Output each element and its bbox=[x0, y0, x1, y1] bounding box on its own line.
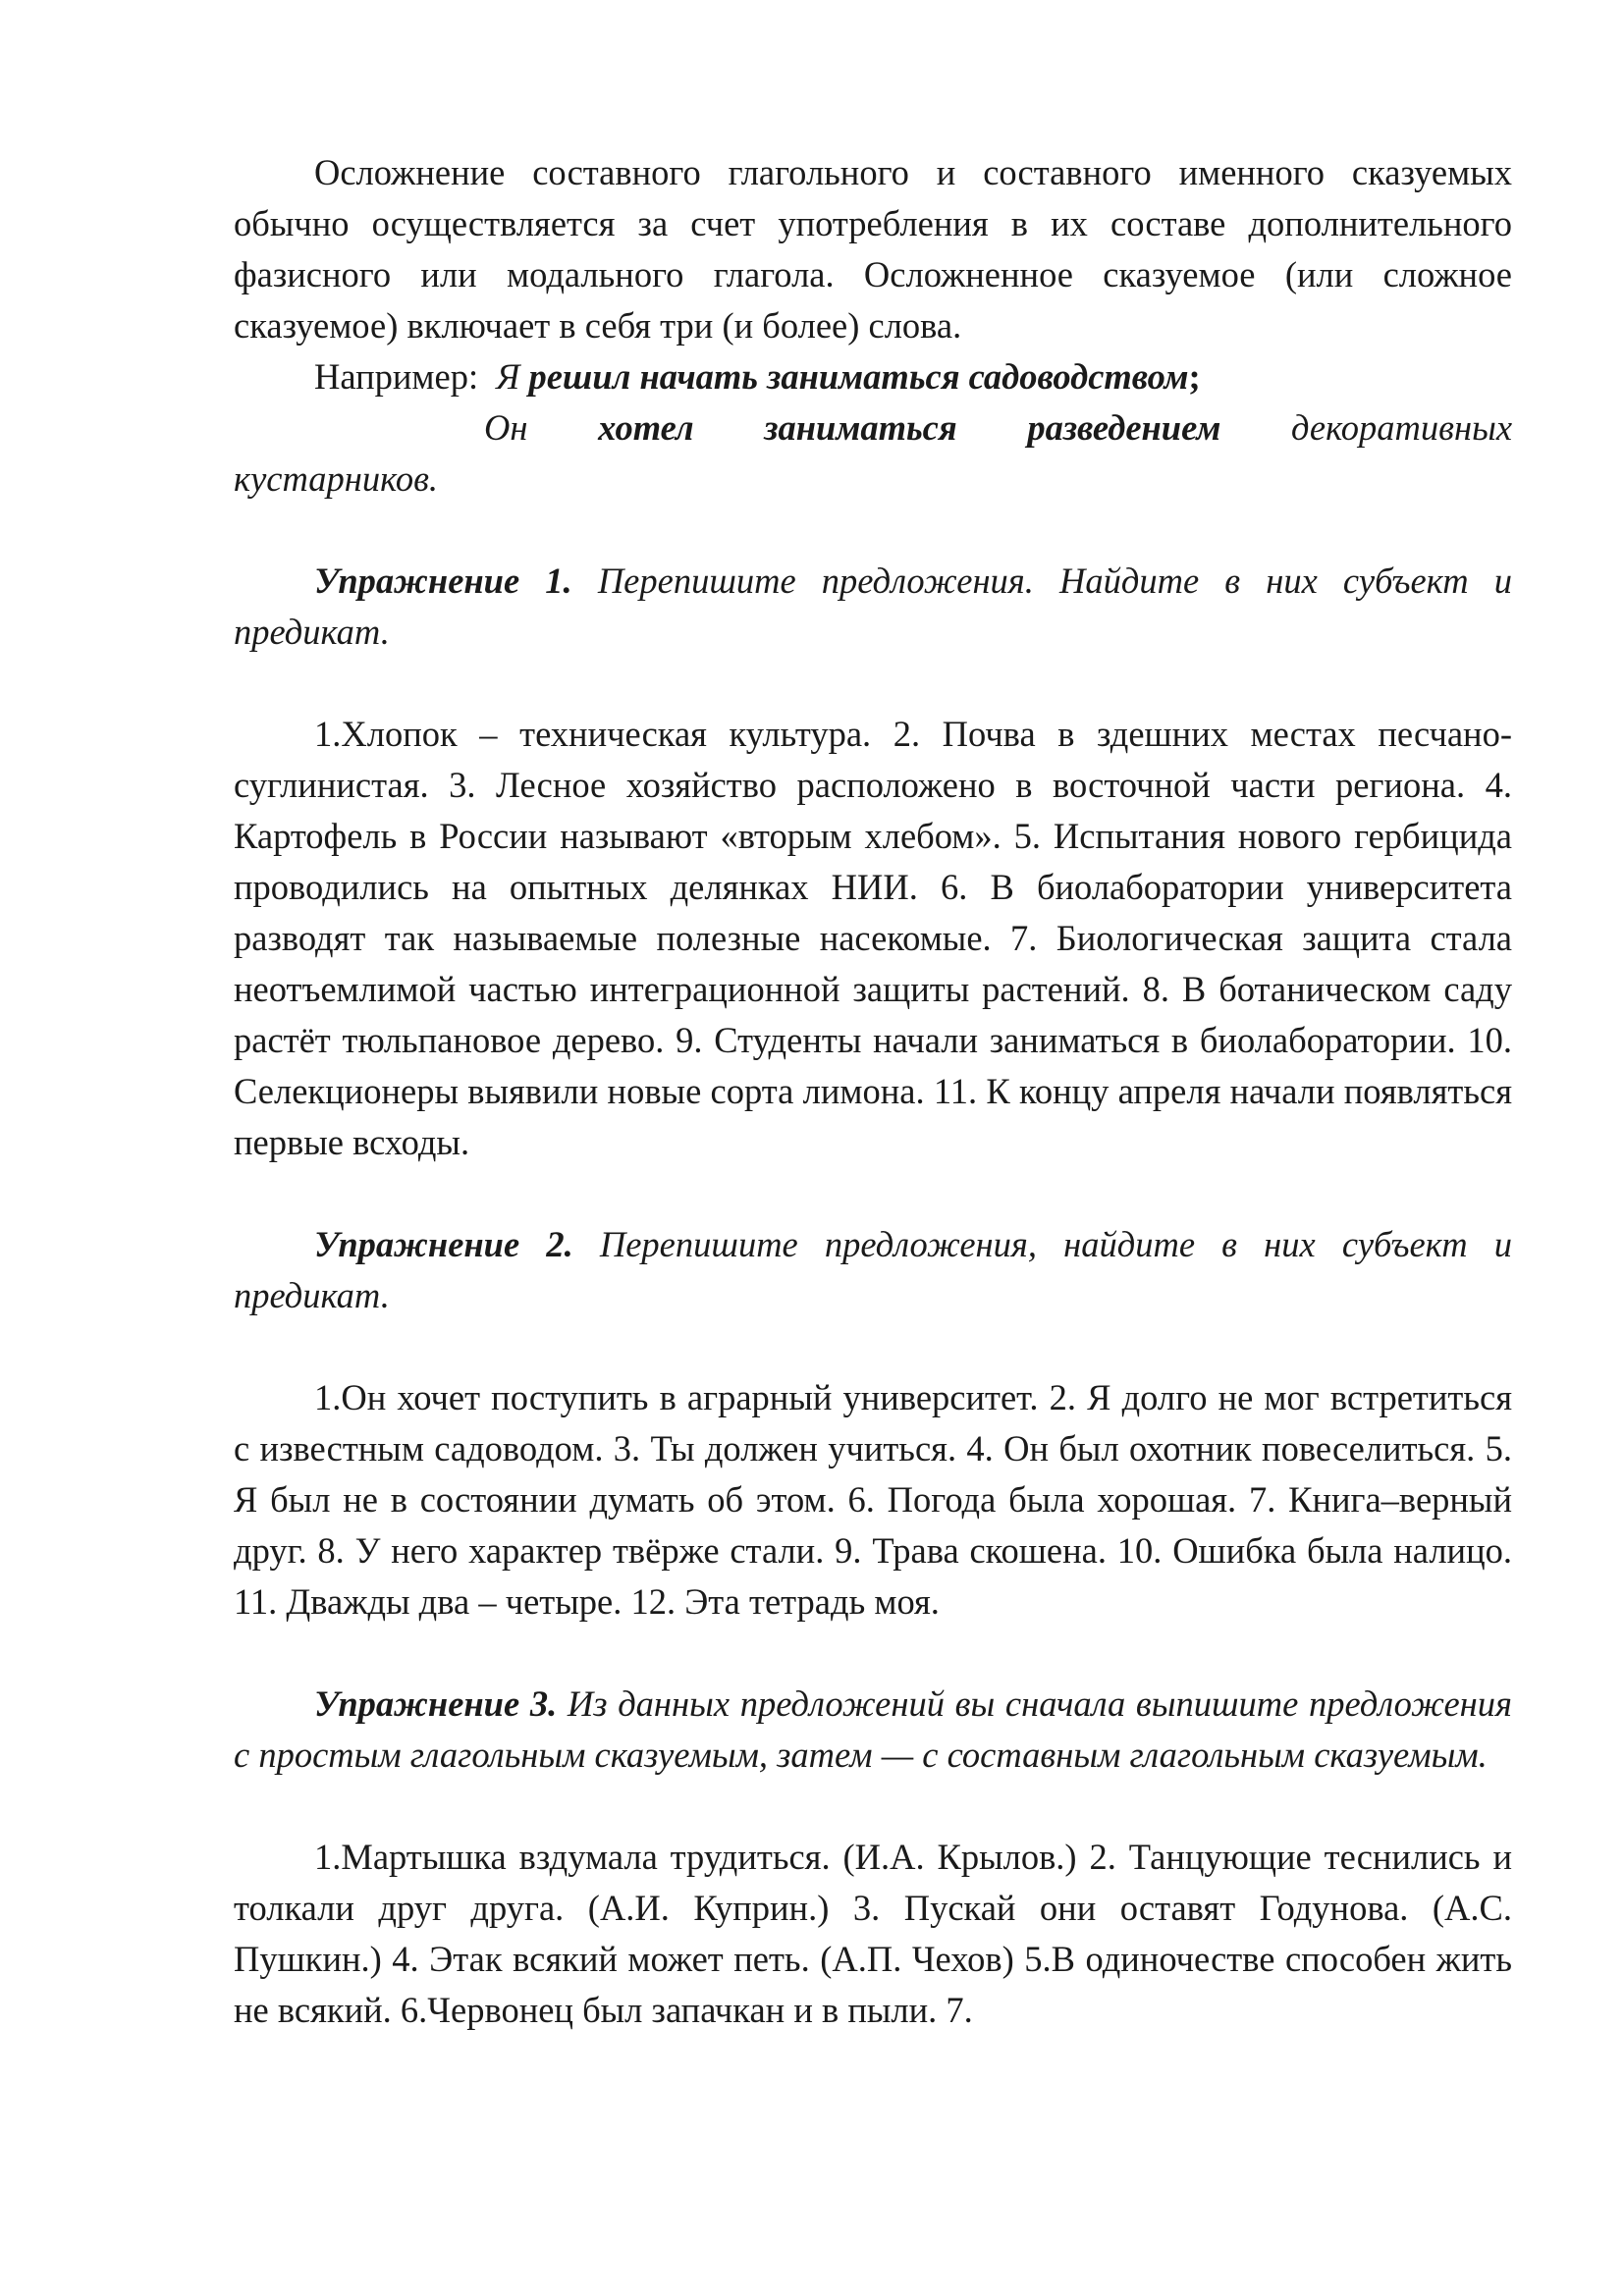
example2-word1: Он bbox=[484, 407, 528, 448]
example-line-2 bbox=[234, 402, 1512, 454]
exercise3-title: Упражнение 3. bbox=[314, 1683, 558, 1724]
exercise2-instruction: Перепишите предложения, найдите в них субъект и предикат. bbox=[234, 1224, 1513, 1315]
exercise2-heading bbox=[234, 1219, 1512, 1321]
example1-subject: Я bbox=[496, 356, 520, 397]
example1-predicate: решил начать заниматься садоводством bbox=[528, 356, 1189, 397]
example-line-1 bbox=[234, 351, 1512, 402]
example-line-2-continuation: кустарников. bbox=[234, 458, 439, 499]
example2-word2: хотел bbox=[598, 407, 694, 448]
spacer bbox=[234, 1168, 1512, 1219]
example2-word4: разведением bbox=[1027, 407, 1221, 448]
spacer bbox=[234, 1321, 1512, 1372]
example2-word3: заниматься bbox=[764, 407, 957, 448]
exercise3-instruction: Из данных предложений вы сначала выпишите предложения с простым глагольным сказуемым, затем — с составным глагольным сказуемым. bbox=[234, 1683, 1512, 1775]
exercise1-heading bbox=[234, 556, 1512, 658]
exercise3-heading bbox=[234, 1679, 1512, 1781]
exercise3-text: 1.Мартышка вздумала трудиться. (И.А. Крылов.) 2. Танцующие теснились и толкали друг друга. (А.И. Куприн.) 3. Пускай они оставят Годунова. (А.С. Пушкин.) 4. Этак всякий может петь. (А.П. Чехов) 5.В одиночестве способен жить не всякий. 6.Червонец был запачкан и в пыли. 7. bbox=[234, 1837, 1512, 2030]
example-label: Например: bbox=[314, 356, 479, 397]
spacer bbox=[234, 658, 1512, 709]
example2-word5: декоративных bbox=[1291, 407, 1513, 448]
exercise1-text: 1.Хлопок – техническая культура. 2. Почва в здешних местах песчано-суглинистая. 3. Лесное хозяйство расположено в восточной части региона. 4. Картофель в России называют «вторым хлебом». 5. Испытания нового гербицида проводились на опытных делянках НИИ. 6. В биолаборатории университета разводят так называемые полезные насекомые. 7. Биологическая защита стала неотъемлимой частью интеграционной защиты растений. 8. В ботаническом саду растёт тюльпановое дерево. 9. Студенты начали заниматься в биолаборатории. 10. Селекционеры выявили новые сорта лимона. 11. К концу апреля начали появляться первые всходы. bbox=[234, 714, 1512, 1162]
spacer bbox=[234, 1628, 1512, 1679]
example1-punct: ; bbox=[1188, 356, 1201, 397]
spacer bbox=[234, 1781, 1512, 1832]
exercise1-title: Упражнение 1. bbox=[314, 561, 572, 601]
exercise1-instruction: Перепишите предложения. Найдите в них субъект и предикат. bbox=[234, 561, 1513, 652]
spacer bbox=[234, 505, 1512, 556]
exercise2-title: Упражнение 2. bbox=[314, 1224, 573, 1264]
exercise2-text: 1.Он хочет поступить в аграрный университет. 2. Я долго не мог встретиться с известным садоводом. 3. Ты должен учиться. 4. Он был охотник повеселиться. 5. Я был не в состоянии думать об этом. 6. Погода была хорошая. 7. Книга–верный друг. 8. У него характер твёрже стали. 9. Трава скошена. 10. Ошибка была налицо. 11. Дважды два – четыре. 12. Эта тетрадь моя. bbox=[234, 1377, 1512, 1622]
intro-paragraph: Осложнение составного глагольного и составного именного сказуемых обычно осуществляется за счет употребления в их составе дополнительного фазисного или модального глагола. Осложненное сказуемое (или сложное сказуемое) включает в себя три (и более) слова. bbox=[234, 152, 1512, 346]
page-content bbox=[234, 147, 1512, 2036]
